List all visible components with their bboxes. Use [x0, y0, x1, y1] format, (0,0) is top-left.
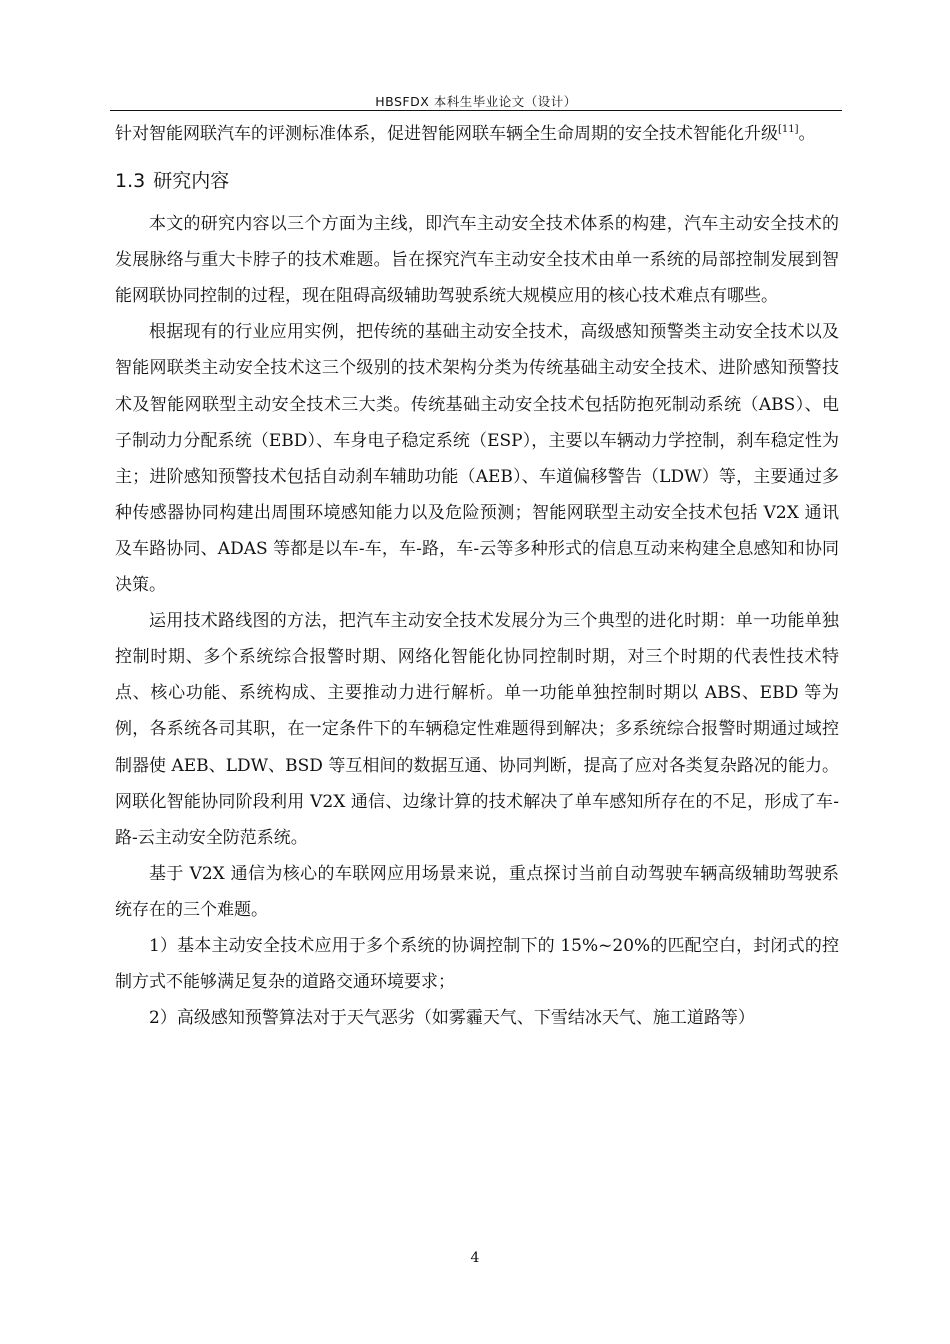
paragraph: 本文的研究内容以三个方面为主线，即汽车主动安全技术体系的构建，汽车主动安全技术的发展脉络与重大卡脖子的技术难题。旨在探究汽车主动安全技术由单一系统的局部控制发展到智能网联协同控制的过程，现在阻碍高级辅助驾驶系统大规模应用的核心技术难点有哪些。	[115, 214, 839, 307]
section-title: 研究内容	[153, 170, 230, 193]
citation-marker: [11]	[778, 124, 799, 135]
running-header: HBSFDX 本科生毕业论文（设计）	[375, 94, 577, 109]
paragraph: 基于 V2X 通信为核心的车联网应用场景来说，重点探讨当前自动驾驶车辆高级辅助驾驶系统存在的三个难题。	[115, 863, 839, 920]
section-number: 1.3	[115, 170, 146, 193]
section-heading	[115, 162, 839, 200]
list-item: 2）高级感知预警算法对于天气恶劣（如雾霾天气、下雪结冰天气、施工道路等）	[149, 1008, 755, 1029]
paragraph: 运用技术路线图的方法，把汽车主动安全技术发展分为三个典型的进化时期：单一功能单独控制时期、多个系统综合报警时期、网络化智能化协同控制时期，对三个时期的代表性技术特点、核心功能、系统构成、主要推动力进行解析。单一功能单独控制时期以 ABS、EBD 等为例，各系统各司其职，在一定条件下的车辆稳定性难题得到解决；多系统综合报警时期通过域控制器使 AEB、LDW、BSD 等互相间的数据互通、协同判断，提高了应对各类复杂路况的能力。网联化智能协同阶段利用 V2X 通信、边缘计算的技术解决了单车感知所存在的不足，形成了车-路-云主动安全防范系统。	[115, 611, 839, 848]
paragraph: 根据现有的行业应用实例，把传统的基础主动安全技术，高级感知预警类主动安全技术以及智能网联类主动安全技术这三个级别的技术架构分类为传统基础主动安全技术、进阶感知预警技术及智能网联型主动安全技术三大类。传统基础主动安全技术包括防抱死制动系统（ABS）、电子制动力分配系统（EBD）、车身电子稳定系统（ESP），主要以车辆动力学控制，刹车稳定性为主；进阶感知预警技术包括自动刹车辅助功能（AEB）、车道偏移警告（LDW）等，主要通过多种传感器协同构建出周围环境感知能力以及危险预测；智能网联型主动安全技术包括 V2X 通讯及车路协同、ADAS 等都是以车-车，车-路，车-云等多种形式的信息互动来构建全息感知和协同决策。	[115, 322, 839, 596]
continued-paragraph-tail: 。	[798, 124, 816, 144]
header-rule	[110, 110, 842, 111]
list-item: 1）基本主动安全技术应用于多个系统的协调控制下的 15%~20%的匹配空白，封闭式的控制方式不能够满足复杂的道路交通环境要求；	[115, 935, 839, 993]
continued-paragraph-text: 针对智能网联汽车的评测标准体系，促进智能网联车辆全生命周期的安全技术智能化升级	[115, 124, 778, 144]
body-text	[115, 116, 839, 1036]
page-number: 4	[470, 1250, 480, 1266]
continued-paragraph	[115, 116, 839, 152]
